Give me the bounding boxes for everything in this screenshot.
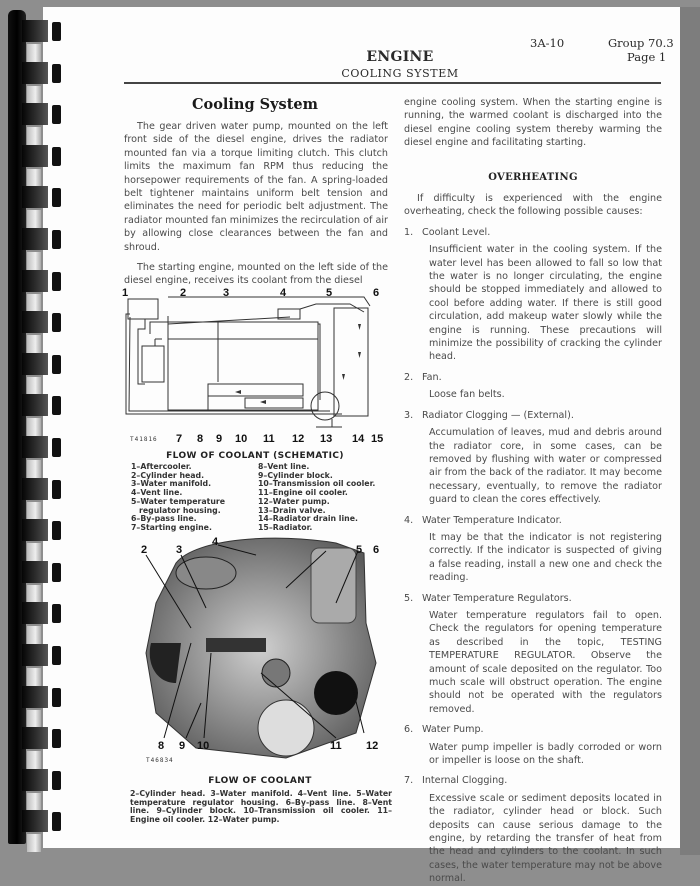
binding-tooth bbox=[22, 478, 62, 500]
item-number: 7. bbox=[404, 775, 414, 787]
group-number: Group 70.3 bbox=[608, 36, 674, 50]
page-subtitle: COOLING SYSTEM bbox=[341, 67, 459, 80]
photo-caption-title: FLOW OF COOLANT bbox=[208, 776, 312, 786]
binding-tooth bbox=[22, 394, 62, 416]
item-title: Water Temperature Indicator. bbox=[422, 514, 562, 526]
callout: 15 bbox=[371, 433, 384, 445]
item-title: Water Pump. bbox=[422, 724, 484, 736]
binding-tooth bbox=[22, 62, 62, 84]
callout: 13 bbox=[320, 433, 333, 445]
callout: 5 bbox=[326, 287, 333, 299]
cause-item-body: Insufficient water in the cooling system. If the water level has been allowed to fall so low that the water is no longer circulating, the engine should be stopped immediately and allowed to cool before adding water. If there is still good circulation, add makeup water slowly while the engine is running. These precautions will minimize the possibility of cracking the cylinder head. bbox=[429, 244, 662, 363]
schematic-callouts bbox=[122, 287, 383, 445]
binding-tooth bbox=[22, 311, 62, 333]
legend-entry: 14–Radiator drain line. bbox=[258, 514, 358, 524]
engine-oil-cooler bbox=[245, 398, 303, 408]
binding-tooth bbox=[22, 436, 62, 458]
binding-gap bbox=[27, 626, 41, 644]
callout: 10 bbox=[235, 433, 248, 445]
item-number: 2. bbox=[404, 371, 414, 383]
binding-tooth bbox=[22, 145, 62, 167]
pulley bbox=[262, 659, 290, 687]
binding-gap bbox=[27, 252, 41, 270]
item-title: Internal Clogging. bbox=[422, 775, 508, 787]
binding-gap bbox=[27, 751, 41, 769]
binding-gap bbox=[27, 210, 41, 228]
callout: 12 bbox=[366, 740, 379, 752]
callout: 5 bbox=[356, 544, 363, 556]
legend-entry: 6–By-pass line. bbox=[131, 514, 197, 524]
vent-line bbox=[168, 297, 370, 306]
legend-entry: 10–Transmission oil cooler. bbox=[258, 479, 376, 489]
cause-item-body: Water pump impeller is badly corroded or worn or impeller is loose on the shaft. bbox=[429, 741, 662, 767]
legend-entry: 3–Water manifold. bbox=[131, 479, 212, 489]
legend-entry: 11–Engine oil cooler. bbox=[258, 488, 348, 498]
legend-entry: 4–Vent line. bbox=[131, 488, 183, 498]
legend-entry: 12–Water pump. bbox=[258, 496, 330, 506]
item-title: Radiator Clogging — (External). bbox=[422, 409, 574, 421]
water-pump bbox=[311, 392, 339, 420]
binding-tooth bbox=[22, 561, 62, 583]
callout: 11 bbox=[263, 433, 275, 445]
aftercooler-box bbox=[128, 299, 158, 319]
right-column-intro: engine cooling system. When the starting engine is running, the warmed coolant is discharged into the diesel engine cooling system thereby warming the diesel engine and facilitating starting. bbox=[404, 97, 662, 149]
legend-entry: 5–Water temperature bbox=[131, 496, 226, 506]
fan-pulley bbox=[258, 700, 314, 756]
binding-tooth bbox=[22, 686, 62, 708]
cause-item-heading bbox=[404, 226, 662, 239]
item-number: 4. bbox=[404, 514, 414, 526]
cause-item-heading bbox=[404, 514, 662, 527]
binding-tooth bbox=[22, 727, 62, 749]
schematic-caption-title: FLOW OF COOLANT (SCHEMATIC) bbox=[166, 451, 344, 461]
engine-photo bbox=[136, 533, 382, 765]
page-title: ENGINE bbox=[366, 49, 434, 65]
callout: 12 bbox=[292, 433, 305, 445]
callout: 11 bbox=[330, 740, 342, 752]
legend-entry: 7–Starting engine. bbox=[131, 522, 212, 532]
legend-entry: 1–Aftercooler. bbox=[131, 462, 192, 471]
page-edge-shadow bbox=[680, 7, 700, 855]
paragraph: The starting engine, mounted on the left side of the diesel engine, receives its coolant from the diesel bbox=[124, 262, 388, 287]
section-title-cooling-system: Cooling System bbox=[192, 96, 318, 113]
callout: 8 bbox=[197, 433, 204, 445]
binding-tooth bbox=[22, 186, 62, 208]
left-column-text bbox=[124, 120, 388, 288]
binding-tooth bbox=[22, 810, 62, 832]
cause-item-heading bbox=[404, 371, 662, 384]
legend-entry: 8–Vent line. bbox=[258, 462, 310, 471]
binding-gap bbox=[27, 710, 41, 728]
legend-entry: regulator housing. bbox=[139, 505, 221, 515]
binding-gap bbox=[27, 543, 41, 561]
callout: 1 bbox=[122, 287, 129, 299]
cause-item-heading bbox=[404, 723, 662, 736]
item-number: 1. bbox=[404, 226, 414, 238]
page-number: Page 1 bbox=[627, 50, 667, 64]
binding-tooth bbox=[22, 519, 62, 541]
paragraph: The gear driven water pump, mounted on the left front side of the diesel engine, drives the radiator mounted fan via a torque limiting clutch. This clutch limits the maximum fan RPM thus reducing the horsepower requirements of the fan. A spring-loaded belt tightener maintains uniform belt tension and eliminates the need for periodic belt adjustment. The radiator mounted fan minimizes the recirculation of air by allowing close clearances between the fan and shroud. bbox=[124, 121, 388, 253]
binding-gap bbox=[27, 169, 41, 187]
photo-caption-text: 2–Cylinder head. 3–Water manifold. 4–Vent line. 5–Water temperature regulator housing. 6–By-pass line. 8–Vent line. 9–Cylinder block. 10–Transmission oil cooler. 11–Engine oil cooler. 12–Water pump. bbox=[130, 789, 392, 824]
callout: 8 bbox=[158, 740, 165, 752]
binding-gap bbox=[27, 585, 41, 603]
item-title: Water Temperature Regulators. bbox=[422, 592, 572, 604]
item-number: 5. bbox=[404, 592, 414, 604]
binding-tooth bbox=[22, 644, 62, 666]
binding-gap bbox=[27, 86, 41, 104]
binding-gap bbox=[27, 127, 41, 145]
binding-gap bbox=[27, 335, 41, 353]
callout: 6 bbox=[373, 544, 380, 556]
binding-gap bbox=[27, 460, 41, 478]
callout: 10 bbox=[197, 740, 210, 752]
callout: 14 bbox=[352, 433, 365, 445]
overheating-lead: If difficulty is experienced with the engine overheating, check the following possible causes: bbox=[404, 193, 662, 218]
binding-tooth bbox=[22, 769, 62, 791]
cylinder-block bbox=[168, 322, 318, 410]
binding-gap bbox=[27, 44, 41, 62]
binding-tooth bbox=[22, 602, 62, 624]
transmission-oil-cooler bbox=[208, 384, 303, 396]
binding-gap bbox=[27, 502, 41, 520]
cause-item-body: Water temperature regulators fail to open. Check the regulators for opening temperature as described in the topic, TESTING TEMPERATURE REGULATOR. Observe the amount of scale deposited on the regulator. Too much scale will obstruct operation. The engine should not be operated with the regulators removed. bbox=[429, 609, 662, 715]
item-title: Coolant Level. bbox=[422, 226, 491, 238]
callout: 3 bbox=[176, 544, 183, 556]
legend-entry: 15–Radiator. bbox=[258, 522, 313, 532]
binding-tooth bbox=[22, 20, 62, 42]
binding-gap bbox=[27, 793, 41, 811]
cause-item-heading bbox=[404, 592, 662, 605]
binding-gap bbox=[27, 294, 41, 312]
cause-item-heading bbox=[404, 409, 662, 422]
legend-entry: 13–Drain valve. bbox=[258, 505, 326, 515]
callout: 3 bbox=[223, 287, 230, 299]
binding-gap bbox=[27, 834, 41, 852]
pump-housing bbox=[314, 671, 358, 715]
section-title-overheating: OVERHEATING bbox=[488, 172, 578, 183]
cause-item-body: Excessive scale or sediment deposits located in the radiator, cylinder head or block. Such deposits can cause serious damage to the engine, by retarding the transfer of heat from the head and cylinders to the coolant. In such cases, the water temperature may not be above normal. bbox=[429, 792, 662, 885]
binding-tooth bbox=[22, 353, 62, 375]
callout: 2 bbox=[141, 544, 148, 556]
cause-item-body: It may be that the indicator is not registering correctly. If the indicator is suspected of giving a false reading, install a new one and check the reading. bbox=[429, 531, 662, 584]
item-number: 6. bbox=[404, 724, 414, 736]
binding-gap bbox=[27, 377, 41, 395]
binding-tooth bbox=[22, 270, 62, 292]
item-title: Fan. bbox=[422, 371, 442, 383]
oil-cooler bbox=[206, 638, 266, 652]
callout: 2 bbox=[180, 287, 187, 299]
header-rule bbox=[124, 82, 661, 84]
binding-spine bbox=[8, 10, 26, 844]
cause-item-body: Loose fan belts. bbox=[429, 389, 505, 401]
coolant-flow-schematic bbox=[120, 284, 390, 449]
cause-item-heading bbox=[404, 774, 662, 787]
callout: 7 bbox=[176, 433, 183, 445]
figure-code: T41816 bbox=[130, 436, 158, 443]
callout: 4 bbox=[280, 287, 287, 299]
starting-engine-box bbox=[142, 346, 164, 382]
callout: 9 bbox=[179, 740, 186, 752]
exhaust-manifold bbox=[176, 557, 236, 589]
callout: 6 bbox=[373, 287, 380, 299]
cause-item-body: Accumulation of leaves, mud and debris around the radiator core, in some cases, can be removed by flushing with water or compressed air from the back of the radiator. It may become necessary, eventually, to remove the radiator guard to clean the cores effectively. bbox=[429, 427, 662, 506]
section-code: 3A-10 bbox=[530, 36, 565, 50]
binding-tooth bbox=[22, 228, 62, 250]
item-number: 3. bbox=[404, 409, 414, 421]
callout: 4 bbox=[212, 536, 219, 548]
radiator bbox=[334, 308, 368, 416]
right-column-body bbox=[404, 192, 662, 886]
figure-code: T46834 bbox=[146, 757, 174, 764]
callout: 9 bbox=[216, 433, 223, 445]
binding-gap bbox=[27, 418, 41, 436]
legend-entry: 2–Cylinder head. bbox=[131, 470, 205, 480]
binding-tooth bbox=[22, 103, 62, 125]
binding-gap bbox=[27, 668, 41, 686]
legend-entry: 9–Cylinder block. bbox=[258, 470, 333, 480]
